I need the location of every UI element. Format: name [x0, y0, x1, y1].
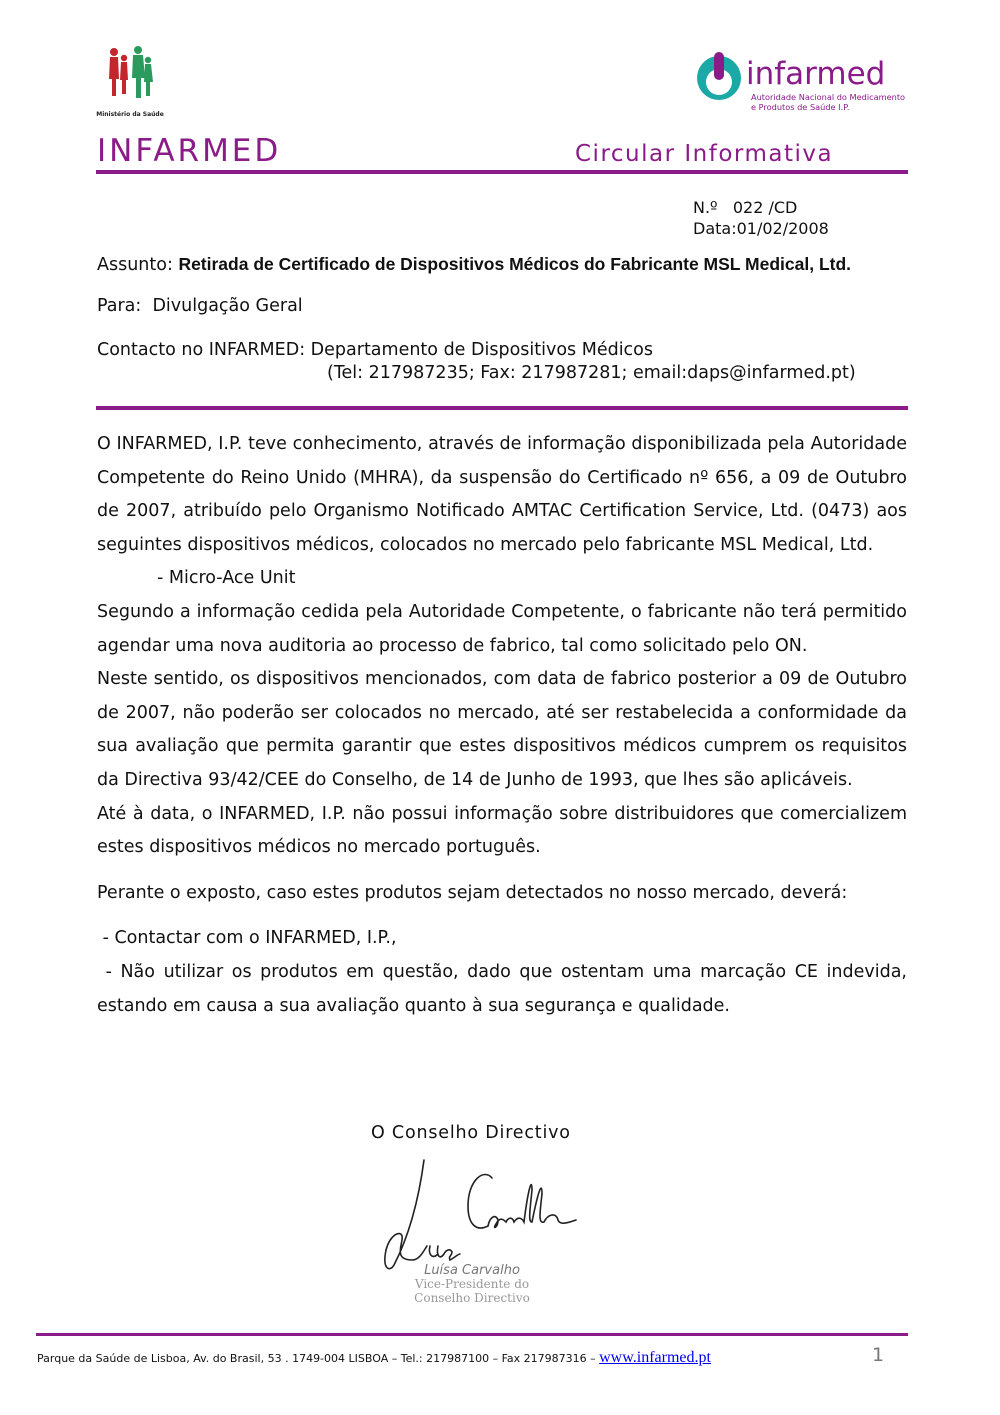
infarmed-logo: [695, 48, 906, 118]
header-divider: [96, 170, 908, 174]
device-list-item: - Micro-Ace Unit: [157, 568, 296, 589]
subject-label: Assunto:: [97, 255, 173, 275]
infarmed-logo-subtitle-2: e Produtos de Saúde I.P.: [751, 102, 850, 112]
stamp-role-line-2: Conselho Directivo: [414, 1291, 530, 1305]
fields-divider: [96, 406, 908, 410]
circular-date: [693, 218, 829, 239]
footer-address-line: [37, 1349, 711, 1367]
date-value: 01/02/2008: [736, 219, 829, 238]
page-number: 1: [872, 1344, 885, 1366]
circular-number: [693, 197, 829, 218]
circular-metadata: [693, 197, 829, 239]
body-paragraph-2: Segundo a informação cedida pela Autoridade Competente, o fabricante não terá permitido agendar uma nova auditoria ao processo de fabrico, tal como solicitado pelo ON.: [97, 601, 907, 656]
stamp-name: Luísa Carvalho: [424, 1263, 520, 1278]
contact-details: (Tel: 217987235; Fax: 217987281; email:daps@infarmed.pt): [327, 363, 856, 383]
body-paragraph-1: O INFARMED, I.P. teve conhecimento, através de informação disponibilizada pela Autoridade Competente do Reino Unido (MHRA), da suspensão do Certificado nº 656, a 09 de Outubro de 2007, atribuído pelo Organismo Notificado AMTAC Certification Service, Ltd. (0473) aos seguintes dispositivos médicos, colocados no mercado pelo fabricante MSL Medical, Ltd.: [97, 434, 907, 555]
ministry-of-health-logo: [96, 44, 164, 120]
date-label: Data:: [693, 219, 737, 238]
footer-address: Parque da Saúde de Lisboa, Av. do Brasil, 53 . 1749-004 LISBOA – Tel.: 217987100 – Fax 217987316 –: [37, 1352, 600, 1365]
action-item-1: - Contactar com o INFARMED, I.P.,: [97, 928, 397, 949]
recipient-line: [97, 296, 303, 316]
number-label: N.º: [693, 198, 718, 217]
footer-website-link[interactable]: www.infarmed.pt: [599, 1349, 711, 1366]
council-signoff: O Conselho Directivo: [371, 1123, 571, 1143]
body-paragraph-5: Perante o exposto, caso estes produtos sejam detectados no nosso mercado, deverá:: [97, 882, 848, 903]
subject-value: Retirada de Certificado de Dispositivos Médicos do Fabricante MSL Medical, Ltd.: [178, 254, 852, 274]
brand-title: INFARMED: [97, 133, 282, 169]
stamp-role-line-1: Vice-Presidente do: [414, 1277, 530, 1291]
infarmed-logo-subtitle-1: Autoridade Nacional do Medicamento: [751, 92, 906, 102]
document-type-title: Circular Informativa: [575, 141, 834, 167]
to-label: Para:: [97, 296, 142, 316]
signature-stamp: [372, 1150, 582, 1310]
body-paragraph-4: Até à data, o INFARMED, I.P. não possui informação sobre distribuidores que comercializem estes dispositivos médicos no mercado português.: [97, 803, 907, 858]
contact-line: [97, 340, 653, 360]
subject-line: [97, 254, 851, 275]
circular-body: [97, 428, 913, 1023]
body-paragraph-3: Neste sentido, os dispositivos mencionados, com data de fabrico posterior a 09 de Outubro de 2007, não poderão ser colocados no mercado, até ser restabelecida a conformidade da sua avaliação que permita garantir que estes dispositivos médicos cumprem os requisitos da Directiva 93/42/CEE do Conselho, de 14 de Junho de 1993, que lhes são aplicáveis.: [97, 669, 907, 790]
ministry-logo-caption: Ministério da Saúde: [96, 111, 164, 118]
to-value: Divulgação Geral: [152, 296, 303, 316]
footer-divider: [36, 1333, 908, 1336]
infarmed-logo-wordmark: infarmed: [746, 56, 886, 92]
contact-label: Contacto no INFARMED:: [97, 340, 306, 360]
action-item-2: - Não utilizar os produtos em questão, dado que ostentam uma marcação CE indevida, estando em causa a sua avaliação quanto à sua segurança e qualidade.: [97, 961, 913, 1016]
contact-value: Departamento de Dispositivos Médicos: [310, 340, 653, 360]
number-value: 022 /CD: [732, 198, 798, 217]
